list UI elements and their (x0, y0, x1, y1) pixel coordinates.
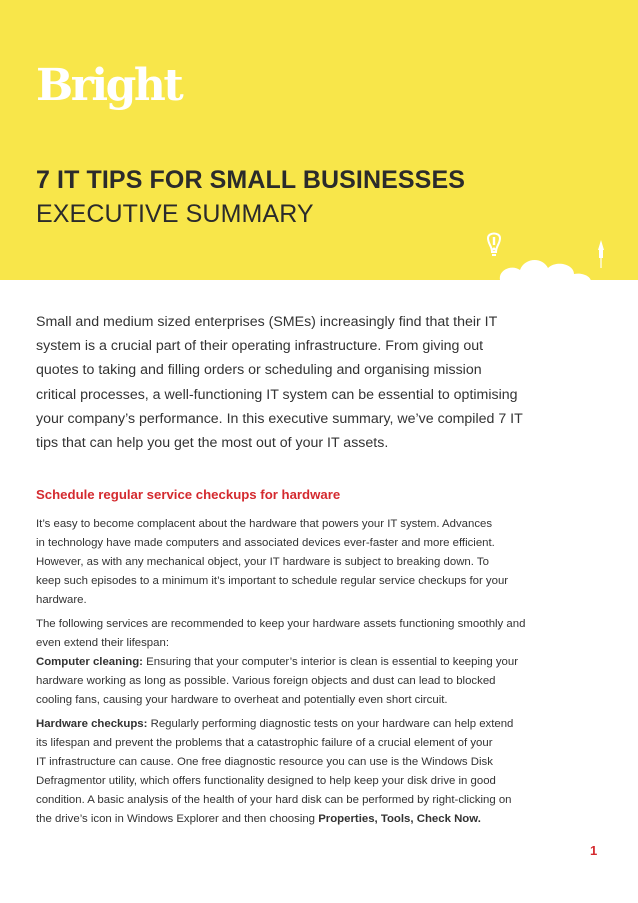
page-number: 1 (590, 843, 598, 858)
intro-line: Small and medium sized enterprises (SMEs) increasingly find that their IT (36, 314, 498, 330)
content-card (0, 280, 638, 903)
intro-line: tips that can help you get the most out of your IT assets. (36, 435, 389, 452)
header-banner (0, 0, 638, 290)
rocket-icon (598, 240, 604, 268)
intro-paragraph (36, 310, 602, 455)
page-title: 7 IT TIPS FOR SMALL BUSINESSES (36, 166, 465, 194)
paragraph-hardware-checkups: Hardware checkups: Regularly performing diagnostic tests on your hardware can help extend its lifespan and prevent the problems that a catastrophic failure of a crucial element of your IT infrastructure can cause. One free diagnostic resource you can use is the Windows Disk Defragmentor utility, which offers functionality designed to help keep your disk drive in good condition. A basic analysis of the health of your hard disk can be performed by right-clicking on the drive’s icon in Windows Explorer and then choosing Properties, Tools, Check Now. (36, 717, 514, 826)
intro-line: your company’s performance. In this executive summary, we’ve compiled 7 IT (36, 410, 523, 427)
intro-line: quotes to taking and filling orders or scheduling and organising mission (36, 362, 482, 379)
menu-path: Properties, Tools, Check Now. (318, 813, 481, 826)
label-hardware-checkups: Hardware checkups: (36, 717, 148, 730)
intro-line: system is a crucial part of their operating infrastructure. From giving out (36, 338, 484, 355)
brand-logo: Bright (36, 60, 182, 111)
section-body (36, 515, 604, 834)
paragraph-computer-cleaning: The following services are recommended to keep your hardware assets functioning smoothly and even extend their lifespan: Computer cleaning: Ensuring that your computer’s interior is clean is essential to keeping your hardware working as long as possible. Various foreign objects and dust can lead to blocked cooling fans, causing your hardware to overheat and potentially even short circuit. (36, 617, 526, 707)
section-heading: Schedule regular service checkups for hardware (36, 487, 341, 502)
paragraph-hardware-intro: It’s easy to become complacent about the hardware that powers your IT system. Advances in technology have made computers and associated devices ever-faster and more efficient. However, as with any mechanical object, your IT hardware is subject to breaking down. To keep such episodes to a minimum it’s important to schedule regular service checkups for your hardware. (36, 518, 509, 607)
lightbulb-icon (488, 234, 500, 256)
intro-line: critical processes, a well-functioning IT system can be essential to optimising (36, 386, 518, 403)
label-computer-cleaning: Computer cleaning: (36, 656, 143, 669)
page-subtitle: EXECUTIVE SUMMARY (36, 200, 314, 228)
